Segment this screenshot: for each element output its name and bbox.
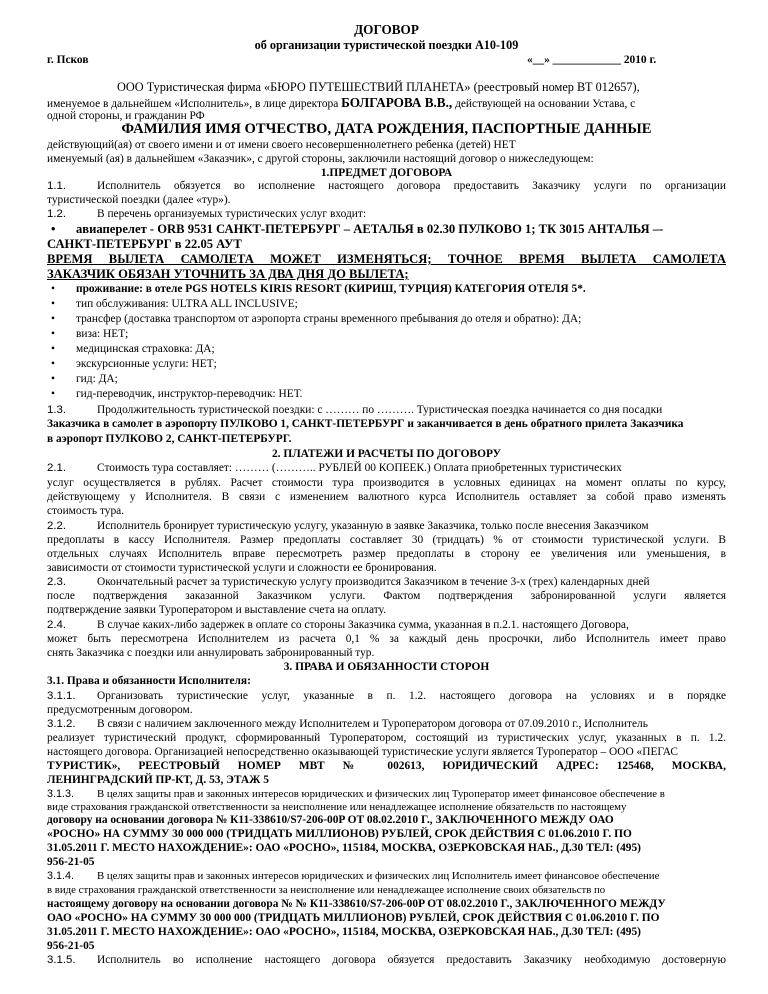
clause-2-4-cont: снять Заказчика с поездки или аннулировать забронированный тур. xyxy=(47,647,375,659)
party-personal-data: ФАМИЛИЯ ИМЯ ОТЧЕСТВО, ДАТА РОЖДЕНИЯ, ПАСПОРТНЫЕ ДАННЫЕ xyxy=(121,121,652,137)
section-1-heading: 1.ПРЕДМЕТ ДОГОВОРА xyxy=(320,167,453,179)
doc-title: ДОГОВОР xyxy=(354,22,419,37)
clause-3-1-1-cont: предусмотренным договором. xyxy=(47,704,193,716)
flight-warning: ВРЕМЯ ВЫЛЕТА САМОЛЕТА МОЖЕТ ИЗМЕНЯТЬСЯ; ТОЧНОЕ ВРЕМЯ ВЫЛЕТА САМОЛЕТА xyxy=(47,252,726,266)
clause-2-3-cont: после подтверждения заказанной Заказчиком услуги. Фактом подтверждения забронированной услуги является xyxy=(47,590,726,602)
clause-3-1-4-cont: настоящему договору на основании договора № № К11-338610/S7-206-00P ОТ 08.02.2010 Г., ЗАКЛЮЧЕННОГО МЕЖДУ xyxy=(47,898,666,910)
clause-3-1-3-cont: виде страхования гражданской ответственности за неисполнение или ненадлежащее исполнение обязательств по настоящему xyxy=(47,801,627,813)
clause-1-3-cont: в аэропорт ПУЛКОВО 2, САНКТ-ПЕТЕРБУРГ. xyxy=(47,433,292,445)
clause-3-1-2-cont: настоящего договора. Организацией непосредственно оказывающей туристические услуги является Туроператор – ООО «ПЕГАС xyxy=(47,746,679,758)
preamble-line: одной стороны, и гражданин РФ xyxy=(47,110,205,122)
city: г. Псков xyxy=(47,54,89,66)
section-3-heading: 3. ПРАВА И ОБЯЗАННОСТИ СТОРОН xyxy=(283,661,490,673)
clause-2-2-cont: предоплаты в кассу Исполнителя. Размер предоплаты составляет 30 (тридцать) % от стоимости туристической услуги. В xyxy=(47,534,726,546)
clause-3-1-4-cont: 31.05.2011 Г. МЕСТО НАХОЖДЕНИЕ»: ОАО «РОСНО», 115184, МОСКВА, ОЗЕРКОВСКАЯ НАБ., Д.30 ТЕЛ: (495) xyxy=(47,926,641,938)
clause-2-1-cont: действующему у Исполнителя. В связи с изменением валютного курса Исполнитель оставляет за собой право изменять xyxy=(47,491,726,503)
clause-3-1-3-cont: договору на основании договора № К11-338610/S7-206-00P ОТ 08.02.2010 Г., ЗАКЛЮЧЕННОГО МЕЖДУ ОАО xyxy=(47,814,614,826)
preamble-line: именуемое в дальнейшем «Исполнитель», в лице директора БОЛГАРОВА В.В., действующей на основании Устава, с xyxy=(47,95,636,110)
flight-cont: САНКТ-ПЕТЕРБУРГ в 22.05 АУТ xyxy=(47,237,242,251)
preamble-line: действующий(ая) от своего имени и от имени своего несовершеннолетнего ребенка (детей) НЕТ xyxy=(47,139,516,151)
clause-1-3-cont: Заказчика в самолет в аэропорту ПУЛКОВО 1, САНКТ-ПЕТЕРБУРГ и заканчивается в день обратного прилета Заказчика xyxy=(47,418,684,430)
clause-3-1-3-cont: 31.05.2011 Г. МЕСТО НАХОЖДЕНИЕ»: ОАО «РОСНО», 115184, МОСКВА, ОЗЕРКОВСКАЯ НАБ., Д.30 ТЕЛ: (495) xyxy=(47,842,641,854)
doc-date: «__» ____________ 2010 г. xyxy=(527,54,657,66)
flight-warning: ЗАКАЗЧИК ОБЯЗАН УТОЧНИТЬ ЗА ДВА ДНЯ ДО ВЫЛЕТА; xyxy=(47,267,409,281)
preamble-line: именуемый (ая) в дальнейшем «Заказчик», с другой стороны, заключили настоящий договор о нижеследующем: xyxy=(47,153,594,165)
clause-3-1-4-cont: ОАО «РОСНО» НА СУММУ 30 000 000 (ТРИДЦАТЬ МИЛЛИОНОВ) РУБЛЕЙ, СРОК ДЕЙСТВИЯ С 01.06.2010 Г. ПО xyxy=(47,912,660,924)
clause-2-3-cont: подтверждение заявки Туроператором и выставление счета на оплату. xyxy=(47,604,386,616)
section-2-heading: 2. ПЛАТЕЖИ И РАСЧЕТЫ ПО ДОГОВОРУ xyxy=(271,448,502,460)
doc-header-row xyxy=(47,53,726,67)
clause-3-1-4-cont: в виде страхования гражданской ответственности за неисполнение или ненадлежащее исполнение своих обязательств по xyxy=(47,884,606,896)
clause-2-1-cont: услуг осуществляется в рублях. Расчет стоимости тура производится в условных единицах на момент оплаты по курсу, xyxy=(47,477,726,489)
clause-3-1-3-cont: 956-21-05 xyxy=(47,856,95,868)
clause-2-2-cont: отдельных случаях Исполнитель вправе пересмотреть размер предоплаты в сторону ее увеличения или уменьшения, в xyxy=(47,548,726,560)
clause-3-1-2-cont: ЛЕНИНГРАДСКИЙ ПР-КТ, Д. 53, ЭТАЖ 5 xyxy=(47,774,269,786)
clause-3-1-2-cont: ТУРИСТИК», РЕЕСТРОВЫЙ НОМЕР МВТ № 002613, ЮРИДИЧЕСКИЙ АДРЕС: 125468, МОСКВА, xyxy=(47,760,726,772)
contract-page: ДОГОВОР об организации туристической поездки А10-109 г. Псков «__» ____________ 2010 г. ООО Туристическая фирма «БЮРО ПУТЕШЕСТВИЙ ПЛАНЕТА» (реестровый номер ВТ 012657), именуемое в дальнейшем «Исполнитель», в лице директора БОЛГАРОВА В.В., действующей на основании Устава, с одной стороны, и гражданин РФ ФАМИЛИЯ ИМЯ ОТЧЕСТВО, ДАТА РОЖДЕНИЯ, ПАСПОРТНЫЕ ДАННЫЕ действующий(ая) от своего имени и от имени своего несовершеннолетнего ребенка (детей) НЕТ именуемый (ая) в дальнейшем «Заказчик», с другой стороны, заключили настоящий договор о нижеследующем: 1.ПРЕДМЕТ ДОГОВОРА 1.1. Исполнитель обязуется во исполнение настоящего договора предоставить Заказчику услуги по организации туристической поездки (далее «тур»). 1.2. В перечень организуемых туристических услуг входит: • авиаперелет - ORB 9531 САНКТ-ПЕТЕРБУРГ – АЕТАЛЬЯ в 02.30 ПУЛКОВО 1; ТК 3015 АНТАЛЬЯ –- САНКТ-ПЕТЕРБУРГ в 22.05 АУТ ВРЕМЯ ВЫЛЕТА САМОЛЕТА МОЖЕТ ИЗМЕНЯТЬСЯ; ТОЧНОЕ ВРЕМЯ ВЫЛЕТА САМОЛЕТА ЗАКАЗЧИК ОБЯЗАН УТОЧНИТЬ ЗА ДВА ДНЯ ДО ВЫЛЕТА; • проживание: в отеле PGS HOTELS KIRIS RESORT (КИРИШ, ТУРЦИЯ) КАТЕГОРИЯ ОТЕЛЯ 5*. • тип обслуживания: ULTRA ALL INCLUSIVE; • трансфер (доставка транспортом от аэропорта страны временного пребывания до отеля и обратно): ДА; • виза: НЕТ; • медицинская страховка: ДА; • экскурсионные услуги: НЕТ; • гид: ДА; • гид-переводчик, инструктор-переводчик: НЕТ. 1.3. Продолжительность туристической поездки: с ……… по ………. Туристическая поездка начинается со дня посадки Заказчика в самолет в аэропорту ПУЛКОВО 1, САНКТ-ПЕТЕРБУРГ и заканчивается в день обратного прилета Заказчика в аэропорт ПУЛКОВО 2, САНКТ-ПЕТЕРБУРГ. 2. ПЛАТЕЖИ И РАСЧЕТЫ ПО ДОГОВОРУ 2.1. Стоимость тура составляет: ……… (……….. РУБЛЕЙ 00 КОПЕЕК.) Оплата приобретенных туристических услуг осуществляется в рублях. Расчет стоимости тура производится в условных единицах на момент оплаты по курсу, действующему у Исполнителя. В связи с изменением валютного курса Исполнитель оставляет за собой право изменять стоимость тура. 2.2. Исполнитель бронирует туристическую услугу, указанную в заявке Заказчика, только после внесения Заказчиком предоплаты в кассу Исполнителя. Размер предоплаты составляет 30 (тридцать) % от стоимости туристической услуги. В отдельных случаях Исполнитель вправе пересмотреть размер предоплаты в сторону ее увеличения или уменьшения, в зависимости от стоимости туристической услуги и сложности ее бронирования. 2.3. Окончательный расчет за туристическую услугу производится Заказчиком в течение 3-х (трех) календарных дней после подтверждения заказанной Заказчиком услуги. Фактом подтверждения забронированной услуги является подтверждение заявки Туроператором и выставление счета на оплату. 2.4. В случае каких-либо задержек в оплате со стороны Заказчика сумма, указанная в п.2.1. настоящего Договора, может быть пересмотрена Исполнителем из расчета 0,1 % за каждый день просрочки, либо Исполнитель имеет право снять Заказчика с поездки или аннулировать забронированный тур. 3. ПРАВА И ОБЯЗАННОСТИ СТОРОН 3.1. Права и обязанности Исполнителя: 3.1.1. Организовать туристические услуг, указанные в п. 1.2. настоящего договора на условиях и в порядке предусмотренным договором. 3.1.2. В связи с наличием заключенного между Исполнителем и Туроператором договора от 07.09.2010 г., Исполнитель реализует туристический продукт, сформированный Туроператором, состоящий из туристических услуг, указанных в п. 1.2. настоящего договора. Организацией непосредственно оказывающей туристические услуги является Туроператор – ООО «ПЕГАС ТУРИСТИК», РЕЕСТРОВЫЙ НОМЕР МВТ № 002613, ЮРИДИЧЕСКИЙ АДРЕС: 125468, МОСКВА, ЛЕНИНГРАДСКИЙ ПР-КТ, Д. 53, ЭТАЖ 5 3.1.3. В целях защиты прав и законных интересов юридических и физических лиц Туроператор имеет финансовое обеспечение в виде страхования гражданской ответственности за неисполнение или ненадлежащее исполнение обязательств по настоящему договору на основании договора № К11-338610/S7-206-00P ОТ 08.02.2010 Г., ЗАКЛЮЧЕННОГО МЕЖДУ ОАО «РОСНО» НА СУММУ 30 000 000 (ТРИДЦАТЬ МИЛЛИОНОВ) РУБЛЕЙ, СРОК ДЕЙСТВИЯ С 01.06.2010 Г. ПО 31.05.2011 Г. МЕСТО НАХОЖДЕНИЕ»: ОАО «РОСНО», 115184, МОСКВА, ОЗЕРКОВСКАЯ НАБ., Д.30 ТЕЛ: (495) 956-21-05 3.1.4. В целях защиты прав и законных интересов юридических и физических лиц Исполнитель имеет финансовое обеспечение в виде страхования гражданской ответственности за неисполнение или ненадлежащее исполнение своих обязательств по настоящему договору на основании договора № № К11-338610/S7-206-00P ОТ 08.02.2010 Г., ЗАКЛЮЧЕННОГО МЕЖДУ ОАО «РОСНО» НА СУММУ 30 000 000 (ТРИДЦАТЬ МИЛЛИОНОВ) РУБЛЕЙ, СРОК ДЕЙСТВИЯ С 01.06.2010 Г. ПО 31.05.2011 Г. МЕСТО НАХОЖДЕНИЕ»: ОАО «РОСНО», 115184, МОСКВА, ОЗЕРКОВСКАЯ НАБ., Д.30 ТЕЛ: (495) 956-21-05 3.1.5. Исполнитель во исполнение настоящего договора обязуется предоставить Заказчику необходимую достоверную xyxy=(47,22,726,966)
clause-2-2-cont: зависимости от стоимости туристической услуги и сложности ее бронирования. xyxy=(47,562,437,574)
clause-3-1-4-cont: 956-21-05 xyxy=(47,940,95,952)
clause-2-4-cont: может быть пересмотрена Исполнителем из расчета 0,1 % за каждый день просрочки, либо Исполнитель имеет право xyxy=(47,633,726,645)
doc-subtitle: об организации туристической поездки А10-109 xyxy=(254,38,519,52)
clause-3-1-3-cont: «РОСНО» НА СУММУ 30 000 000 (ТРИДЦАТЬ МИЛЛИОНОВ) РУБЛЕЙ, СРОК ДЕЙСТВИЯ С 01.06.2010 Г. ПО xyxy=(47,828,632,840)
clause-2-1-cont: стоимость тура. xyxy=(47,505,125,517)
section-3-1-subheading: 3.1. Права и обязанности Исполнителя: xyxy=(47,675,251,687)
clause-3-1-2-cont: реализует туристический продукт, сформированный Туроператором, состоящий из туристических услуг, указанных в п. 1.2. xyxy=(47,732,726,744)
clause-1-1-cont: туристической поездки (далее «тур»). xyxy=(47,194,231,206)
